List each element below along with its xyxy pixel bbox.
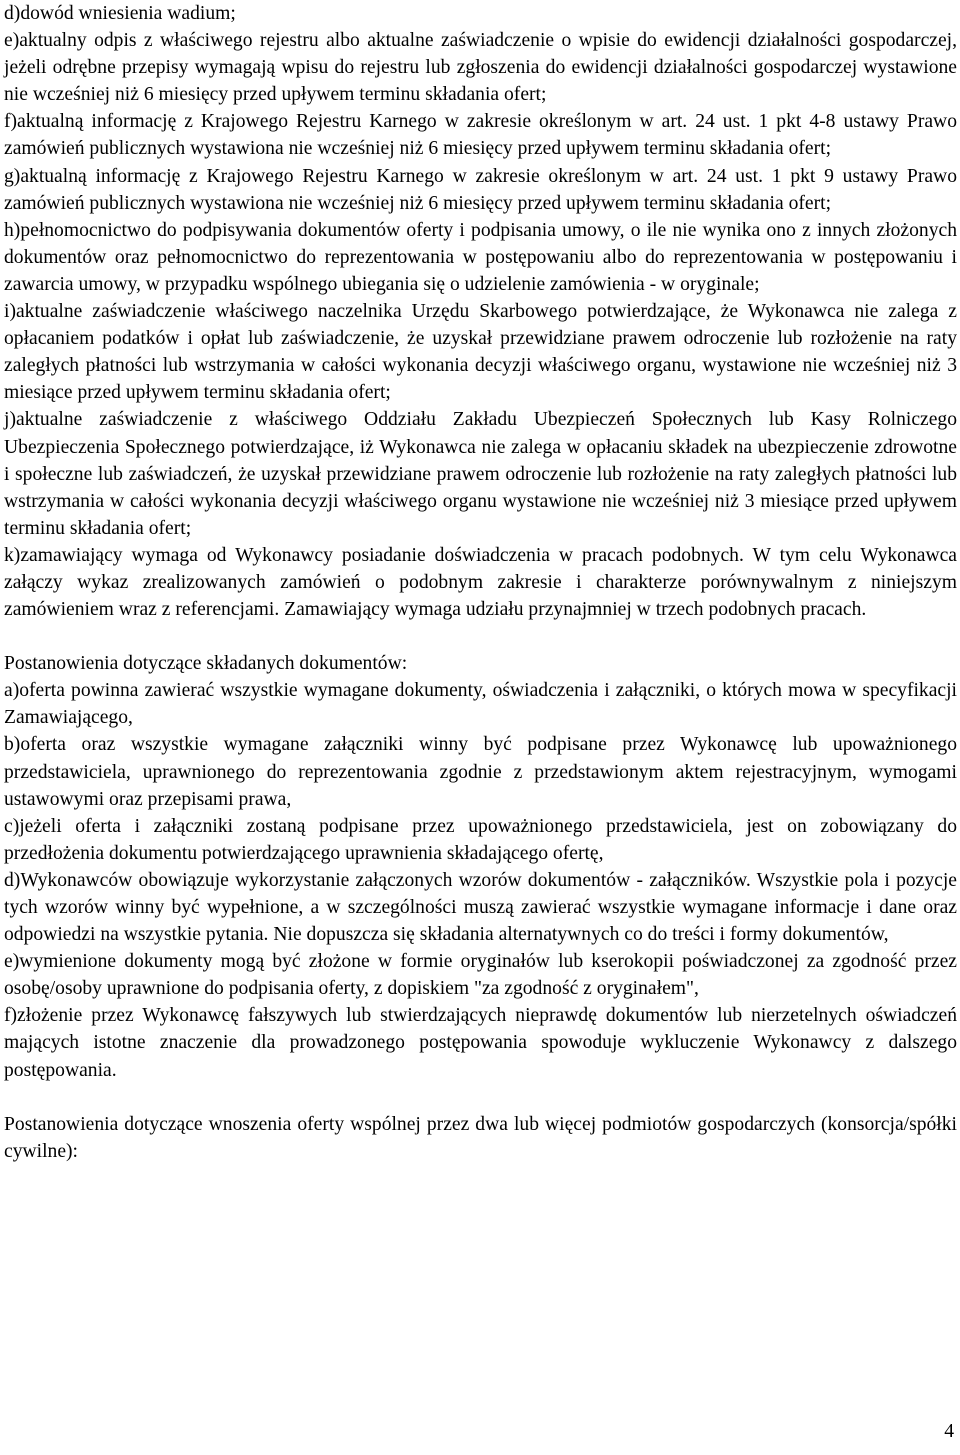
paragraph-gap [4,623,957,650]
list-item-k: k)zamawiający wymaga od Wykonawcy posiadanie doświadczenia w pracach podobnych. W tym celu Wykonawca załączy wykaz zrealizowanych zamówień o podobnym zakresie i charakterze porównywalnym z niniejszym zamówieniem wraz z referencjami. Zamawiający wymaga udziału przynajmniej w trzech podobnych pracach. [4,544,957,621]
list-item-f: f)aktualną informację z Krajowego Rejestru Karnego w zakresie określonym w art. 24 ust. 1 pkt 4-8 ustawy Prawo zamówień publicznych wystawiona nie wcześniej niż 6 miesięcy przed upływem terminu składania ofert; [4,111,957,160]
list-item-e: e)wymienione dokumenty mogą być złożone w formie oryginałów lub kserokopii poświadczonej za zgodność przez osobę/osoby uprawnione do podpisania oferty, z dopiskiem "za zgodność z oryginałem", [4,951,957,1000]
paragraph-gap [4,1084,957,1111]
section-heading: Postanowienia dotyczące wnoszenia oferty wspólnej przez dwa lub więcej podmiotów gospodarczych (konsorcja/spółki cywilne): [4,1113,957,1162]
list-item-b: b)oferta oraz wszystkie wymagane załączniki winny być podpisane przez Wykonawcę lub upoważnionego przedstawiciela, uprawnionego do reprezentowania zgodnie z przedstawionym aktem rejestracyjnym, wymogami ustawowymi oraz przepisami prawa, [4,734,957,810]
list-item-d: d)Wykonawców obowiązuje wykorzystanie załączonych wzorów dokumentów - załączników. Wszystkie pola i pozycje tych wzorów winny być wypełnione, a w szczególności muszą zawierać wszystkie wymagane informacje i dane oraz odpowiedzi na wszystkie pytania. Nie dopuszcza się składania alternatywnych co do treści i formy dokumentów, [4,869,957,946]
section-documents-provisions [4,650,957,1084]
list-item-a: a)oferta powinna zawierać wszystkie wymagane dokumenty, oświadczenia i załączniki, o których mowa w specyfikacji Zamawiającego, [4,680,957,729]
section-joint-offer-provisions [4,1111,957,1165]
document-page [4,0,957,1165]
list-item-c: c)jeżeli oferta i załączniki zostaną podpisane przez upoważnionego przedstawiciela, jest on zobowiązany do przedłożenia dokumentu potwierdzającego uprawnienia składającego ofertę, [4,815,957,864]
list-item-e: e)aktualny odpis z właściwego rejestru albo aktualne zaświadczenie o wpisie do ewidencji działalności gospodarczej, jeżeli odrębne przepisy wymagają wpisu do rejestru lub zgłoszenia do ewidencji działalności gospodarczej wystawione nie wcześniej niż 6 miesięcy przed upływem terminu składania ofert; [4,30,957,106]
list-item-g: g)aktualną informację z Krajowego Rejestru Karnego w zakresie określonym w art. 24 ust. 1 pkt 9 ustawy Prawo zamówień publicznych wystawiona nie wcześniej niż 6 miesięcy przed upływem terminu składania ofert; [4,165,957,214]
section-heading: Postanowienia dotyczące składanych dokumentów: [4,653,408,675]
required-documents-list [4,0,957,623]
list-item-d: d)dowód wniesienia wadium; [4,3,236,24]
list-item-f: f)złożenie przez Wykonawcę fałszywych lub stwierdzających nieprawdę dokumentów lub nierzetelnych oświadczeń mających istotne znaczenie dla prowadzonego postępowania spowoduje wykluczenie Wykonawcy z dalszego postępowania. [4,1005,957,1081]
list-item-j: j)aktualne zaświadczenie z właściwego Oddziału Zakładu Ubezpieczeń Społecznych lub Kasy Rolniczego Ubezpieczenia Społecznego potwierdzające, iż Wykonawca nie zalega w opłacaniu składek na ubezpieczenie zdrowotne i społeczne lub zaświadczeń, że uzyskał przewidziane prawem odroczenie lub rozłożenie na raty zaległych płatności lub wstrzymania w całości wykonania decyzji właściwego organu wystawione nie wcześniej niż 3 miesiące przed upływem terminu składania ofert; [4,409,957,539]
page-number: 4 [944,1421,954,1442]
list-item-h: h)pełnomocnictwo do podpisywania dokumentów oferty i podpisania umowy, o ile nie wynika ono z innych złożonych dokumentów oraz pełnomocnictwo do reprezentowania w postępowaniu albo do reprezentowania w postępowaniu i zawarcia umowy, w przypadku wspólnego ubiegania się o udzielenie zamówienia - w oryginale; [4,219,957,295]
list-item-i: i)aktualne zaświadczenie właściwego naczelnika Urzędu Skarbowego potwierdzające, że Wykonawca nie zalega z opłacaniem podatków i opłat lub zaświadczenie, że uzyskał przewidziane prawem odroczenie lub rozłożenie na raty zaległych płatności lub wstrzymania w całości wykonania decyzji właściwego organu, wystawione nie wcześniej niż 3 miesiące przed upływem terminu składania ofert; [4,301,957,404]
